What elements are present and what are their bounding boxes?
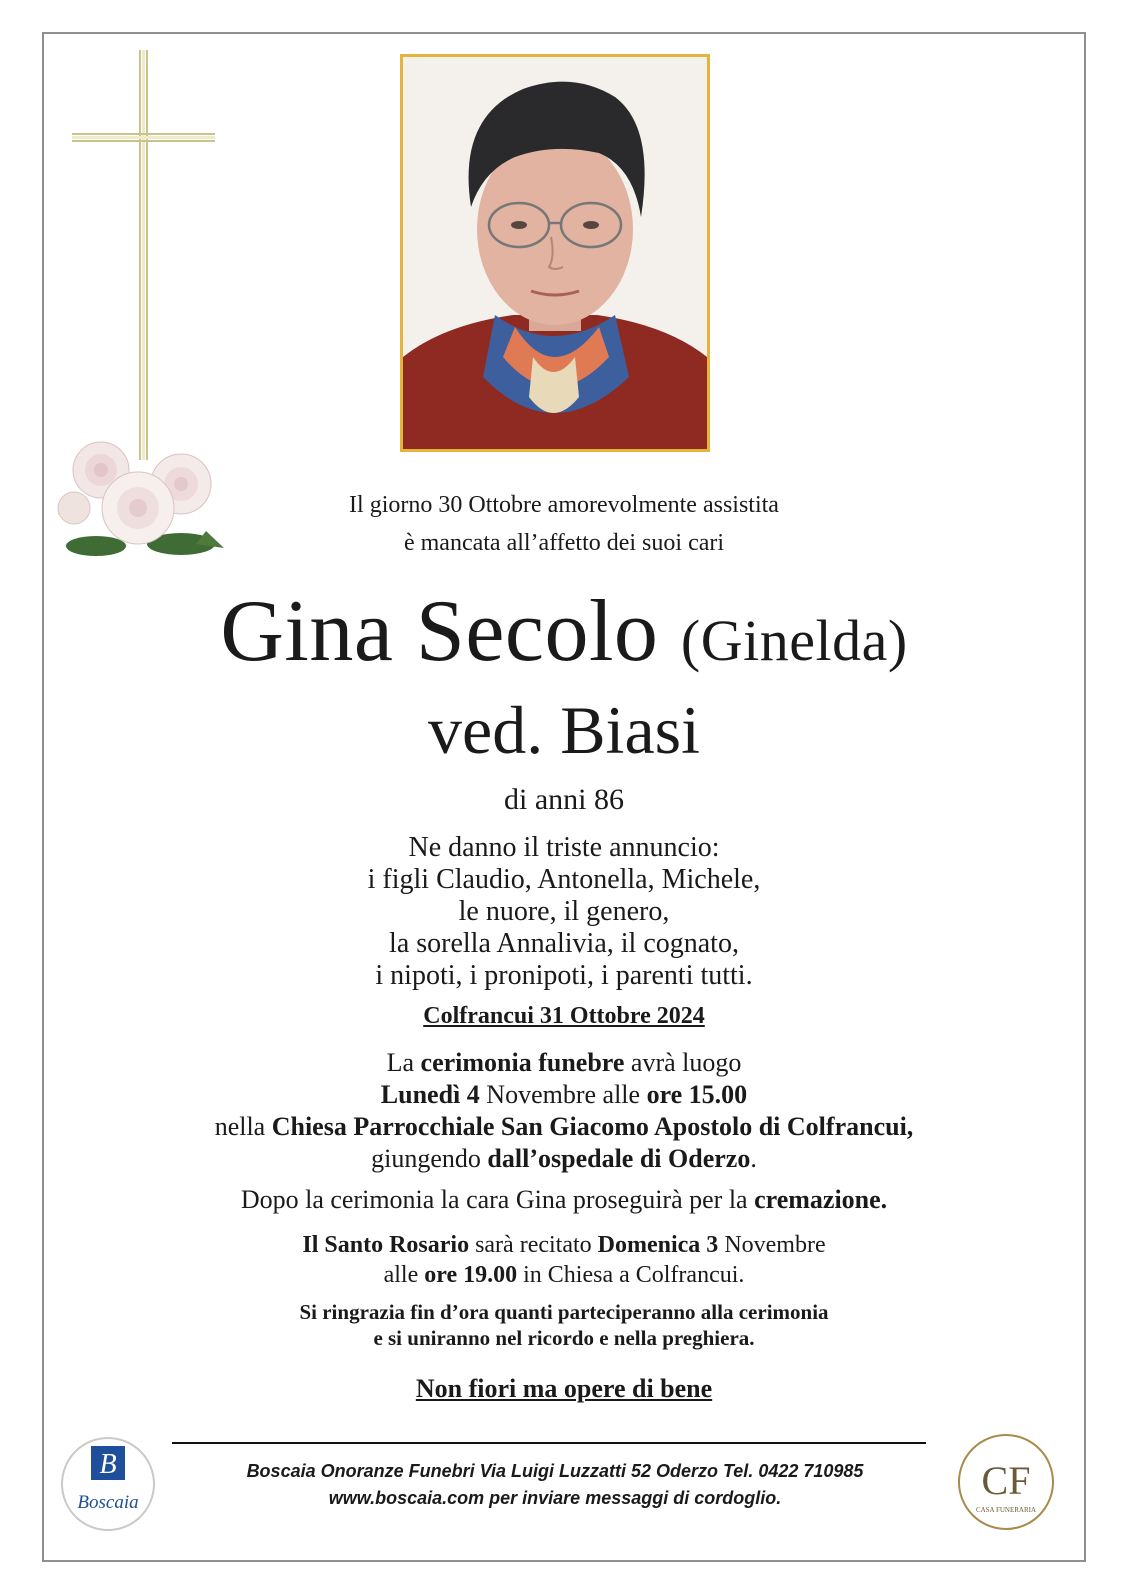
thanks-line-1: Si ringrazia fin d’ora quanti parteciperanno alla cerimonia xyxy=(299,1300,829,1324)
announcement-block xyxy=(0,832,1128,992)
ceremony-text: avrà luogo xyxy=(624,1048,742,1077)
casa-funeraria-mark: CF xyxy=(981,1458,1031,1503)
announcement-line: i nipoti, i pronipoti, i parenti tutti. xyxy=(375,960,753,991)
portrait-photo xyxy=(400,54,710,452)
boscaia-logo-letter: B xyxy=(99,1449,117,1480)
footer-address: Boscaia Onoranze Funebri Via Luigi Luzzatti 52 Oderzo Tel. 0422 710985 xyxy=(246,1461,864,1481)
cross-icon xyxy=(72,50,222,460)
intro-line-2: è mancata all’affetto dei suoi cari xyxy=(403,530,725,556)
after-text: Dopo la cerimonia la cara Gina proseguirà per la xyxy=(240,1185,755,1214)
deceased-name xyxy=(0,584,1128,689)
ceremony-line-2 xyxy=(0,1079,1128,1111)
name-text: Gina Secolo xyxy=(220,583,659,680)
ceremony-line-3 xyxy=(0,1111,1128,1143)
place-date-text: Colfrancui 31 Ottobre 2024 xyxy=(423,1003,705,1029)
casa-funeraria-text: CASA FUNERARIA xyxy=(975,1506,1037,1514)
intro-text xyxy=(0,486,1128,562)
rosary-text: alle xyxy=(383,1262,425,1288)
rosary-bold: Il Santo Rosario xyxy=(302,1232,470,1258)
rosary-time: ore 19.00 xyxy=(424,1262,518,1288)
announcement-line: i figli Claudio, Antonella, Michele, xyxy=(367,864,761,895)
place-date xyxy=(0,1001,1128,1031)
ceremony-text: La xyxy=(386,1048,421,1077)
age-text: di anni 86 xyxy=(504,783,624,816)
after-ceremony xyxy=(0,1184,1128,1216)
announcement-line: le nuore, il genero, xyxy=(458,896,670,927)
announcement-line: la sorella Annalivia, il cognato, xyxy=(389,928,739,959)
ceremony-text: . xyxy=(750,1144,757,1173)
casa-funeraria-logo xyxy=(956,1432,1056,1532)
thanks-block xyxy=(0,1299,1128,1351)
ceremony-day: Lunedì 4 xyxy=(380,1080,480,1109)
footer-website: www.boscaia.com per inviare messaggi di cordoglio. xyxy=(328,1488,782,1508)
ceremony-line-1 xyxy=(0,1047,1128,1079)
ceremony-block xyxy=(0,1047,1128,1175)
alt-name-text: (Ginelda) xyxy=(680,608,908,673)
rosary-block xyxy=(0,1230,1128,1290)
boscaia-logo xyxy=(60,1436,156,1532)
rosary-text: Novembre xyxy=(718,1232,826,1258)
ceremony-time: ore 15.00 xyxy=(646,1080,748,1109)
no-flowers xyxy=(0,1373,1128,1405)
rosary-day: Domenica 3 xyxy=(597,1232,719,1258)
no-flowers-text: Non fiori ma opere di bene xyxy=(415,1374,713,1403)
ceremony-bold: cerimonia funebre xyxy=(420,1048,625,1077)
ceremony-origin: dall’ospedale di Oderzo xyxy=(487,1144,751,1173)
thanks-line-2: e si uniranno nel ricordo e nella preghiera. xyxy=(373,1326,755,1350)
ceremony-text: nella xyxy=(214,1112,272,1141)
ceremony-line-4 xyxy=(0,1143,1128,1175)
intro-line-1: Il giorno 30 Ottobre amorevolmente assistita xyxy=(349,492,779,518)
cremation-text: cremazione. xyxy=(754,1185,888,1214)
ceremony-text: giungendo xyxy=(371,1144,488,1173)
rosary-line-1 xyxy=(0,1230,1128,1260)
rosary-text: in Chiesa a Colfrancui. xyxy=(517,1262,745,1288)
boscaia-logo-text: Boscaia xyxy=(77,1492,139,1513)
widow-of: ved. Biasi xyxy=(428,692,700,768)
footer-divider xyxy=(172,1442,926,1444)
rosary-text: sarà recitato xyxy=(469,1232,598,1258)
ceremony-church: Chiesa Parrocchiale San Giacomo Apostolo di Colfrancui, xyxy=(271,1112,914,1141)
ceremony-text: Novembre alle xyxy=(479,1080,647,1109)
announcement-line: Ne danno il triste annuncio: xyxy=(408,832,720,863)
rosary-line-2 xyxy=(0,1260,1128,1290)
